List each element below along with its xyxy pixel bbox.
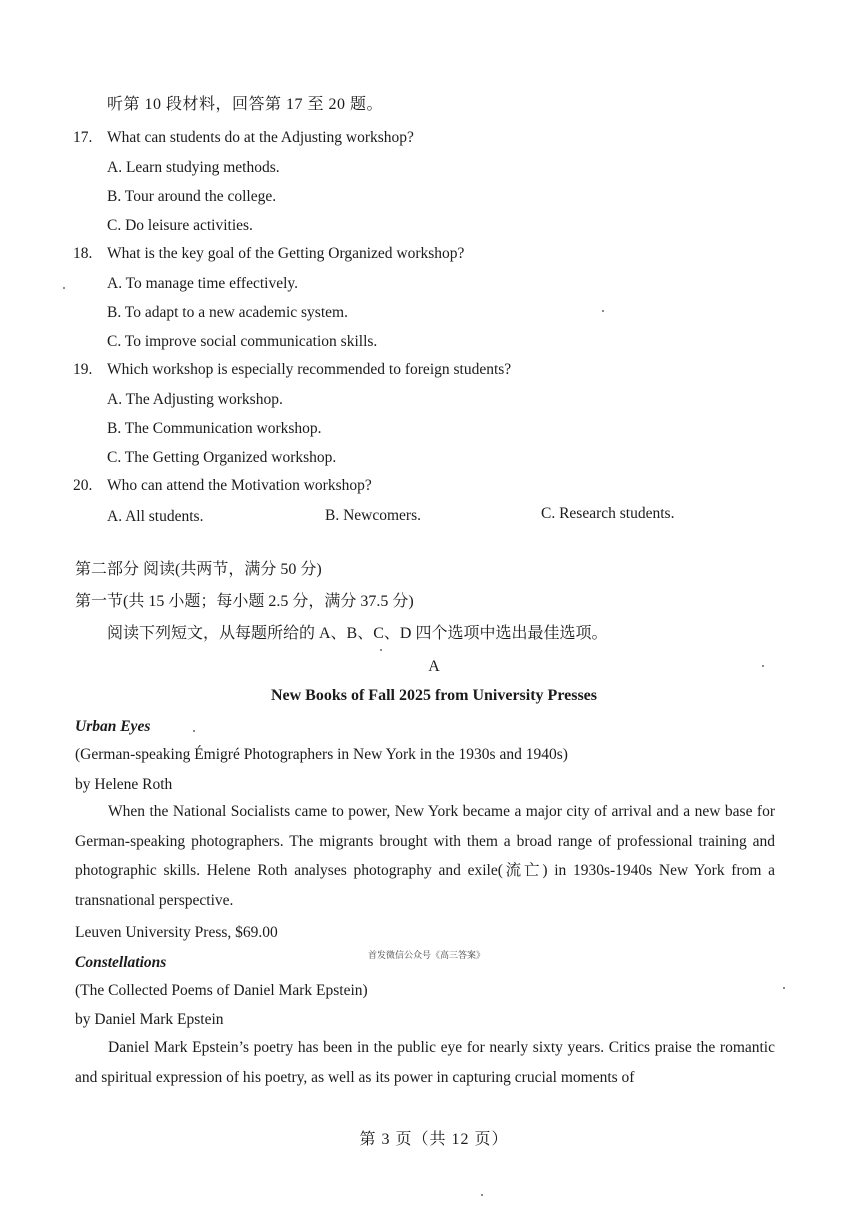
option-19b: B. The Communication workshop. (107, 420, 322, 437)
option-19c: C. The Getting Organized workshop. (107, 449, 337, 466)
option-17c: C. Do leisure activities. (107, 217, 253, 234)
watermark-text: 首发微信公众号《高三答案》 (368, 950, 486, 960)
option-18a: A. To manage time effectively. (107, 275, 299, 292)
question-17 (0, 129, 868, 149)
part-heading: 第二部分 阅读(共两节，满分 50 分) (75, 561, 322, 578)
option-18c: C. To improve social communication skills. (107, 333, 378, 350)
scan-speck (783, 987, 785, 989)
reading-instruction: 阅读下列短文，从每题所给的 A、B、C、D 四个选项中选出最佳选项。 (107, 625, 608, 642)
scan-speck (602, 310, 604, 312)
question-number: 17. (73, 129, 93, 146)
page-footer: 第 3 页（共 12 页） (359, 1131, 509, 1148)
book-author-2: by Daniel Mark Epstein (75, 1011, 224, 1028)
scan-speck (63, 287, 65, 289)
question-19 (0, 361, 868, 381)
book-author-1: by Helene Roth (75, 776, 173, 793)
book-description-1: When the National Socialists came to power, New York became a major city of arrival and a new base for German-speaking photographers. The migrants brought with them a broad range of professional training and photographic skills. Helene Roth analyses photography and exile(流亡) in 1930s-1940s New York from a transnational perspective. (75, 803, 775, 909)
scan-speck (481, 1194, 483, 1196)
option-20b: B. Newcomers. (325, 507, 421, 524)
option-20c: C. Research students. (541, 505, 675, 522)
book-title-2: Constellations (75, 954, 167, 971)
question-number: 20. (73, 477, 93, 494)
question-18 (0, 245, 868, 265)
book-description-2: Daniel Mark Epstein’s poetry has been in the public eye for nearly sixty years. Critics praise the romantic and spiritual expression of his poetry, as well as its power in capturing crucial moments of (75, 1039, 775, 1086)
book-subtitle-2: (The Collected Poems of Daniel Mark Epstein) (75, 982, 368, 999)
question-stem: Which workshop is especially recommended to foreign students? (107, 361, 512, 378)
book-title-1: Urban Eyes (75, 718, 151, 735)
option-17b: B. Tour around the college. (107, 188, 277, 205)
option-17a: A. Learn studying methods. (107, 159, 280, 176)
option-18b: B. To adapt to a new academic system. (107, 304, 348, 321)
section-heading: 第一节(共 15 小题；每小题 2.5 分，满分 37.5 分) (75, 593, 414, 610)
passage-title: New Books of Fall 2025 from University Presses (270, 687, 598, 704)
passage-letter: A (428, 658, 440, 675)
question-stem: What is the key goal of the Getting Organized workshop? (107, 245, 465, 262)
scan-speck (380, 649, 382, 651)
option-19a: A. The Adjusting workshop. (107, 391, 283, 408)
scan-speck (193, 730, 195, 732)
book-publisher-1: Leuven University Press, $69.00 (75, 924, 278, 941)
question-stem: Who can attend the Motivation workshop? (107, 477, 372, 494)
question-stem: What can students do at the Adjusting workshop? (107, 129, 414, 146)
scan-speck (762, 665, 764, 667)
question-20 (0, 477, 868, 497)
question-number: 18. (73, 245, 93, 262)
listening-instruction: 听第 10 段材料，回答第 17 至 20 题。 (107, 96, 384, 113)
question-number: 19. (73, 361, 93, 378)
option-20a: A. All students. (107, 508, 204, 525)
book-subtitle-1: (German-speaking Émigré Photographers in New York in the 1930s and 1940s) (75, 746, 568, 763)
